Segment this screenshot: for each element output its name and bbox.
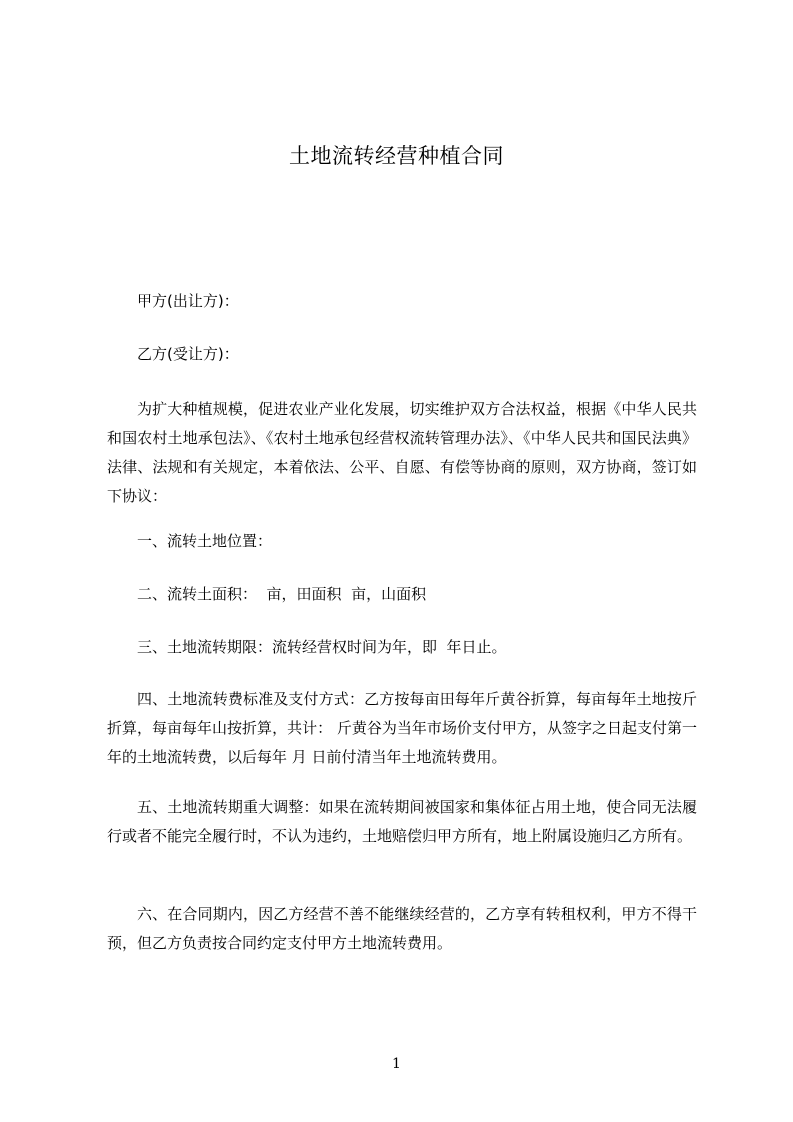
clause-1-location: 一、流转土地位置：	[137, 532, 273, 550]
clause-5-adjustment: 五、土地流转期重大调整：如果在流转期间被国家和集体征占用土地，使合同无法履行或者不能完全履行时，不认为违约，土地赔偿归甲方所有，地上附属设施归乙方所有。	[107, 798, 697, 845]
clause-2-area: 二、流转土面积： 亩，田面积 亩，山面积	[137, 585, 427, 603]
party-a-line: 甲方(出让方)：	[137, 292, 239, 310]
page-number: 1	[392, 1056, 401, 1072]
clause-3-term: 三、土地流转期限：流转经营权时间为年，即 年日止。	[137, 638, 507, 656]
party-b-line: 乙方(受让方)：	[137, 345, 239, 363]
clause-6-sublease: 六、在合同期内，因乙方经营不善不能继续经营的，乙方享有转租权利，甲方不得干预，但乙方负责按合同约定支付甲方土地流转费用。	[107, 905, 697, 952]
document-title: 土地流转经营种植合同	[289, 144, 504, 168]
clause-4-fee-payment: 四、土地流转费标准及支付方式：乙方按每亩田每年斤黄谷折算，每亩每年土地按斤折算，每亩每年山按折算，共计： 斤黄谷为当年市场价支付甲方，从签字之日起支付第一年的土地流转费，以后每年 月 日前付清当年土地流转费用。	[107, 690, 697, 766]
preamble-paragraph: 为扩大种植规模，促进农业产业化发展，切实维护双方合法权益，根据《中华人民共和国农村土地承包法》、《农村土地承包经营权流转管理办法》、《中华人民共和国民法典》法律、法规和有关规定，本着依法、公平、自愿、有偿等协商的原则，双方协商，签订如下协议：	[107, 400, 697, 505]
